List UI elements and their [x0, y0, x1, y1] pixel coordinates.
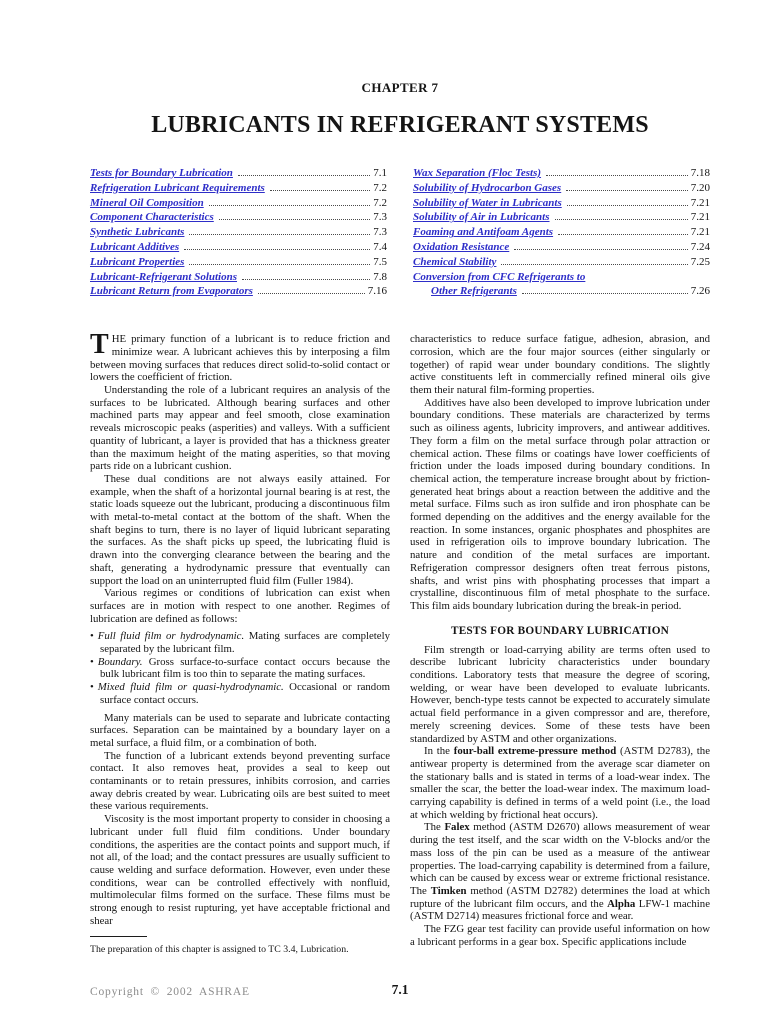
text-run: Various regimes or conditions of lubrication can exist when surfaces are in motion with respect to one another. Regimes of lubrication are defined as follows: — [90, 587, 390, 625]
bullet-item — [90, 656, 390, 681]
text-run: The FZG gear test facility can provide useful information on how a lubricant performs in a gear box. Specific applications include — [410, 923, 710, 948]
chapter-label: CHAPTER 7 — [361, 80, 439, 95]
toc-link[interactable]: Tests for Boundary Lubrication — [90, 167, 233, 179]
paragraph — [410, 821, 710, 923]
text-run: The — [424, 821, 445, 834]
dot-leader — [209, 205, 371, 206]
body-columns — [90, 329, 710, 948]
toc-right-column — [413, 166, 710, 299]
dot-leader — [567, 205, 688, 206]
toc-entry — [413, 166, 710, 181]
toc-page-number: 7.8 — [373, 270, 387, 283]
bullet-item — [90, 681, 390, 706]
dot-leader — [558, 234, 688, 235]
section-heading — [410, 625, 710, 638]
text-run: method (ASTM D2670) allows measurement of wear during the test itself, and the scar width on the V-blocks and/or the mass loss of the pin can be used as a measure of the antiwear properties. The load-carrying capability is determined from a failure, which can be caused by excess wear or extreme frictional resistance. The — [410, 821, 710, 897]
toc-entry — [413, 255, 710, 270]
text-run: Mixed fluid film or quasi-hydrodynamic. — [97, 681, 284, 694]
text-run: Full fluid film or hydrodynamic. — [97, 630, 245, 643]
dot-leader — [219, 219, 370, 220]
toc-entry — [413, 240, 710, 255]
paragraph — [410, 644, 710, 746]
text-run: Gross surface-to-surface contact occurs because the bulk lubricant film is too thin to separate the mating surfaces. — [100, 655, 390, 681]
toc-entry — [413, 181, 710, 196]
toc-entry — [90, 255, 387, 270]
dot-leader — [189, 264, 370, 265]
paragraph — [410, 333, 710, 397]
toc-link[interactable]: Component Characteristics — [90, 211, 214, 224]
text-run: method (ASTM D2782) determines the load at which rupture of the lubricant film occurs, and the — [410, 885, 710, 910]
toc-left-column — [90, 166, 387, 299]
paragraph — [90, 329, 390, 384]
toc-entry — [413, 210, 710, 225]
toc-link[interactable]: Other Refrigerants — [431, 285, 517, 298]
toc-page-number: 7.16 — [367, 285, 387, 298]
paragraph — [90, 750, 390, 814]
text-run: In the — [424, 745, 454, 758]
toc-entry — [90, 181, 387, 196]
toc-entry — [90, 196, 387, 211]
toc-link[interactable]: Synthetic Lubricants — [90, 226, 185, 239]
text-run: Falex — [444, 821, 470, 834]
toc-entry — [413, 284, 710, 299]
paragraph — [90, 473, 390, 587]
toc-link[interactable]: Lubricant Additives — [90, 240, 180, 253]
paragraph — [90, 712, 390, 750]
paragraph — [410, 397, 710, 613]
text-run: Additives have also been developed to improve lubrication under boundary conditions. These materials are characterized by terms such as oiliness agents, lubricity improvers, and antiwear additives. They form a film on the metal surface through polar attraction or chemical action. These films or coatings have lower coefficients of friction under the loads imposed during boundary conditions. In chemical action, the temperature increase brought about by friction-generated heat brings about a reaction between the additive and the metal surface. Films such as iron sulfide and iron phosphate can be formed depending on the additives and the energy available for the reaction. In some instances, organic phosphates and phosphites are used in refrigeration oils to improve boundary lubrication. The nature and condition of the metal surfaces are important. Refrigeration compressor designers often treat ferrous pistons, shafts, and wrist pins with phosphating processes that impart a crystalline, discontinuous film of metal phosphate to the surface. This film aids boundary lubrication during the break-in period. — [410, 396, 710, 612]
paragraph — [90, 384, 390, 473]
toc-link[interactable]: Lubricant Return from Evaporators — [90, 285, 253, 298]
dot-leader — [555, 219, 688, 220]
dot-leader — [501, 264, 687, 265]
bullet-item — [90, 630, 390, 655]
bullet-marker: • — [90, 655, 94, 668]
dot-leader — [238, 175, 370, 176]
text-run: LFW-1 machine (ASTM D2714) measures frictional force and wear. — [410, 897, 710, 923]
bullet-marker: • — [90, 630, 94, 643]
toc-page-number: 7.2 — [373, 181, 387, 194]
toc-link[interactable]: Solubility of Hydrocarbon Gases — [413, 181, 562, 194]
paragraph — [90, 587, 390, 625]
toc-entry — [90, 240, 387, 255]
table-of-contents — [90, 166, 710, 299]
copyright-notice: Copyright © 2002 ASHRAE — [90, 986, 250, 998]
footnote — [90, 936, 390, 956]
toc-link[interactable]: Foaming and Antifoam Agents — [413, 226, 554, 239]
paragraph — [410, 745, 710, 821]
toc-page-number: 7.1 — [373, 167, 387, 179]
toc-page-number: 7.21 — [690, 196, 710, 209]
toc-page-number: 7.21 — [690, 211, 710, 224]
text-run: (ASTM D2783), the antiwear property is determined from the average scar diameter on the stationary balls and is stated in terms of a load-wear index. The smaller the scar, the better the load-wear index. The maximum load-carrying capability is defined in terms of a weld point (i.e., the load at which welding by frictional heat occurs). — [410, 745, 710, 821]
toc-page-number: 7.25 — [690, 255, 710, 268]
toc-entry — [90, 225, 387, 240]
toc-entry — [413, 196, 710, 211]
text-run: Timken — [430, 885, 467, 897]
toc-link[interactable]: Chemical Stability — [413, 255, 497, 268]
text-run: Boundary. — [97, 655, 143, 668]
dot-leader — [184, 249, 370, 250]
text-run: Mating surfaces are completely separated by the lubricant film. — [100, 630, 390, 656]
toc-entry — [90, 210, 387, 225]
text-run: Occasional or random surface contact occurs. — [100, 681, 390, 706]
toc-page-number: 7.2 — [373, 196, 387, 209]
dot-leader — [258, 293, 365, 294]
toc-link[interactable]: Solubility of Water in Lubricants — [413, 196, 562, 209]
dot-leader — [514, 249, 687, 250]
dot-leader — [270, 190, 370, 191]
text-run: HE primary function of a lubricant is to reduce friction and minimize wear. A lubricant achieves this by interposing a film between moving surfaces that reduces direct solid-to-solid contact or lowers the coefficient of friction. — [90, 333, 390, 384]
toc-link[interactable]: Wax Separation (Floc Tests) — [413, 167, 542, 179]
toc-entry — [413, 225, 710, 240]
page-title: LUBRICANTS IN REFRIGERANT SYSTEMS — [151, 112, 649, 138]
footnote-text: The preparation of this chapter is assigned to TC 3.4, Lubrication. — [90, 944, 349, 955]
toc-link[interactable]: Conversion from CFC Refrigerants to — [413, 270, 586, 283]
toc-entry — [90, 166, 387, 181]
dot-leader — [546, 175, 688, 176]
toc-page-number: 7.3 — [373, 211, 387, 224]
toc-page-number: 7.20 — [690, 181, 710, 194]
toc-page-number: 7.3 — [373, 226, 387, 239]
toc-entry — [90, 270, 387, 285]
text-run: characteristics to reduce surface fatigue, adhesion, abrasion, and corrosion, which are the four major sources (either singularly or together) of rapid wear under boundary conditions. The slightly active constituents left in commercially refined mineral oils give them their natural film-forming properties. — [410, 333, 710, 396]
toc-link[interactable]: Mineral Oil Composition — [90, 196, 204, 209]
toc-link[interactable]: Oxidation Resistance — [413, 240, 510, 253]
bullet-marker: • — [90, 681, 94, 694]
body-left-column — [90, 329, 390, 948]
text-run: The function of a lubricant extends beyond preventing surface contact. It also removes heat, provides a seal to keep out contaminants or to retain pressures, inhibits corrosion, and carries away debris created by wear. Lubricating oils are best suited to meet these various requirements. — [90, 749, 390, 813]
toc-page-number: 7.5 — [373, 255, 387, 268]
toc-link[interactable]: Solubility of Air in Lubricants — [413, 211, 550, 224]
toc-link[interactable]: Refrigeration Lubricant Requirements — [90, 181, 265, 194]
toc-page-number: 7.24 — [690, 240, 710, 253]
paragraph — [90, 813, 390, 927]
text-run: Understanding the role of a lubricant requires an analysis of the surfaces to be lubricated. Although bearing surfaces and other machined parts may appear and feel smooth, close examination reveals microscopic peaks (asperities) and valleys. With a sufficient quantity of lubricant, a layer is provided that has a thickness greater than the maximum height of the mating asperities, so that moving parts ride on a lubricant cushion. — [90, 383, 390, 473]
page-number: 7.1 — [391, 982, 409, 997]
toc-page-number: 7.21 — [690, 226, 710, 239]
footnote-rule — [90, 936, 147, 937]
text-run: Many materials can be used to separate and lubricate contacting surfaces. Separation can be maintained by a boundary layer on a metal surface, a fluid film, or a combination of both. — [90, 711, 390, 749]
drop-cap: T — [90, 329, 109, 361]
text-run: Alpha — [607, 897, 636, 910]
text-run: These dual conditions are not always easily attained. For example, when the shaft of a horizontal journal bearing is at rest, the static loads squeeze out the lubricant, producing a discontinuous film with metal-to-metal contact at the bottom of the shaft. When the shaft begins to turn, there is no layer of liquid lubricant separating the surfaces. As the shaft picks up speed, the lubricating fluid is drawn into the converging clearance between the bearing and the shaft, generating a hydrodynamic pressure that eventually can support the load on an uninterrupted fluid film (Fuller 1984). — [90, 472, 390, 587]
toc-link[interactable]: Lubricant-Refrigerant Solutions — [90, 270, 238, 283]
text-run: TESTS FOR BOUNDARY LUBRICATION — [450, 624, 670, 637]
toc-entry — [90, 284, 387, 299]
text-run: Film strength or load-carrying ability are terms often used to describe lubricant lubricity characteristics under boundary conditions. Laboratory tests that measure the degree of scoring, welding, or wear have been developed to evaluate lubricants. However, bench-type tests cannot be expected to accurately simulate actual field performance in a given compressor and are, therefore, merely screening devices. Some of these tests have been standardized by ASTM and other organizations. — [410, 643, 710, 745]
dot-leader — [522, 293, 688, 294]
dot-leader — [189, 234, 370, 235]
text-run: Viscosity is the most important property to consider in choosing a lubricant under full fluid film conditions. Under boundary conditions, the asperities are the contact points and support much, if not all, of the load; and the contact pressures are usually sufficient to cause welding and surface deformation. However, even under these conditions, wear can be controlled effectively with nonfluid, multimolecular films formed on the surface. These films must be strong enough to resist rupturing, yet have acceptable frictional and shear — [90, 813, 390, 927]
text-run: four-ball extreme-pressure method — [453, 745, 617, 758]
body-right-column — [410, 333, 710, 948]
toc-page-number: 7.18 — [690, 167, 710, 179]
toc-entry — [413, 270, 710, 285]
toc-page-number: 7.26 — [690, 285, 710, 298]
dot-leader — [566, 190, 688, 191]
toc-link[interactable]: Lubricant Properties — [90, 255, 185, 268]
paragraph — [410, 923, 710, 948]
toc-page-number: 7.4 — [373, 240, 387, 253]
dot-leader — [242, 279, 370, 280]
